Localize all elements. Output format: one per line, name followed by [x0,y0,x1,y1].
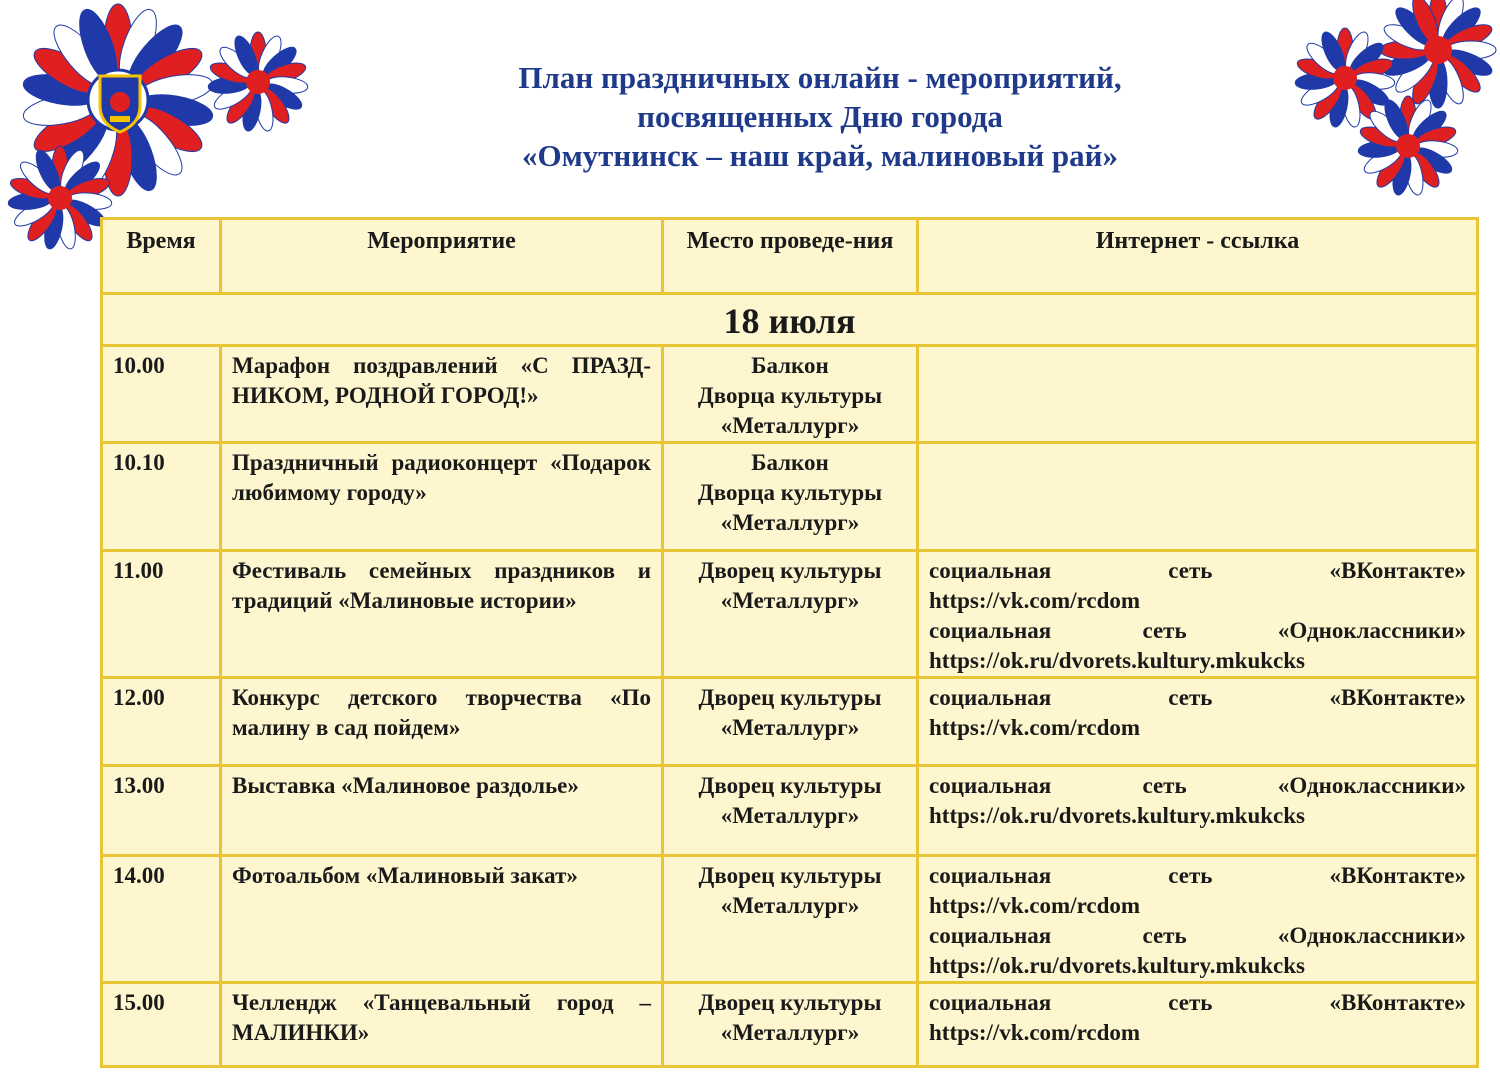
cell-link [918,551,1478,678]
cell-place [663,766,918,856]
cell-event: Марафон поздравлений «С ПРАЗД-НИКОМ, РОДНОЙ ГОРОД!» [221,346,663,443]
table-row [102,346,1478,443]
table-row [102,678,1478,766]
link-caption-word: сеть [1142,923,1187,948]
link-caption-word: «Одноклассники» [1277,773,1466,798]
link-caption-word: социальная [929,863,1052,888]
city-emblem-icon [100,76,140,132]
header-event: Мероприятие [221,219,663,294]
link-caption-word: социальная [929,558,1052,583]
link-caption-word: «Одноклассники» [1277,618,1466,643]
date-label: 18 июля [102,294,1478,346]
link-caption-word: социальная [929,773,1052,798]
title-line-1: План праздничных онлайн - мероприятий, [518,60,1122,95]
link-caption-word: «ВКонтакте» [1329,685,1466,710]
cell-event: Конкурс детского творчества «По малину в сад пойдем» [221,678,663,766]
cell-link [918,856,1478,983]
header-time: Время [102,219,221,294]
link-caption-word: социальная [929,618,1052,643]
place-line: Дворца культуры [697,383,883,408]
link-caption-word: «ВКонтакте» [1329,990,1466,1015]
flower-small-bottom [7,146,112,251]
flower-right-top [1380,0,1496,108]
link-url[interactable]: https://vk.com/rcdom [929,1020,1141,1045]
link-caption [929,921,1466,951]
table-row [102,551,1478,678]
cell-time: 15.00 [102,983,221,1067]
cell-place [663,856,918,983]
link-url[interactable]: https://ok.ru/dvorets.kultury.mkukcks [929,648,1305,673]
schedule-table [100,217,1479,1068]
cell-event: Фотоальбом «Малиновый закат» [221,856,663,983]
cell-place [663,443,918,551]
flower-decoration-right [1290,0,1500,200]
link-caption-word: социальная [929,923,1052,948]
cell-place [663,346,918,443]
link-caption-word: социальная [929,685,1052,710]
link-caption [929,988,1466,1018]
place-line: «Металлург» [720,510,860,535]
link-caption-word: сеть [1142,618,1187,643]
cell-time: 10.00 [102,346,221,443]
link-caption-word: сеть [1168,990,1213,1015]
cell-time: 12.00 [102,678,221,766]
cell-event: Выставка «Малиновое раздолье» [221,766,663,856]
link-caption [929,556,1466,586]
place-line: Дворец культуры [698,863,882,888]
cell-time: 14.00 [102,856,221,983]
cell-link [918,766,1478,856]
link-url[interactable]: https://vk.com/rcdom [929,588,1141,613]
link-caption-word: сеть [1168,863,1213,888]
cell-time: 13.00 [102,766,221,856]
place-line: «Металлург» [720,588,860,613]
link-caption-word: социальная [929,990,1052,1015]
place-line: Балкон [751,450,829,475]
table-row [102,983,1478,1067]
table-row [102,856,1478,983]
header-place: Место проведе-ния [663,219,918,294]
place-line: Дворец культуры [698,773,882,798]
cell-time: 10.10 [102,443,221,551]
link-caption [929,616,1466,646]
place-line: Дворца культуры [697,480,883,505]
link-caption-word: сеть [1168,558,1213,583]
table-row [102,443,1478,551]
cell-time: 11.00 [102,551,221,678]
link-caption [929,861,1466,891]
link-caption-word: «Одноклассники» [1277,923,1466,948]
cell-event: Фестиваль семейных праздников и традиций «Малиновые истории» [221,551,663,678]
cell-link [918,678,1478,766]
place-line: «Металлург» [720,893,860,918]
date-row [102,294,1478,346]
link-caption-word: сеть [1168,685,1213,710]
link-caption-word: «ВКонтакте» [1329,863,1466,888]
place-line: «Металлург» [720,715,860,740]
place-line: «Металлург» [720,1020,860,1045]
cell-place [663,551,918,678]
cell-event: Челлендж «Танцевальный город – МАЛИНКИ» [221,983,663,1067]
cell-place [663,983,918,1067]
link-caption [929,771,1466,801]
cell-place [663,678,918,766]
place-line: Дворец культуры [698,990,882,1015]
title-line-2: посвященных Дню города [637,99,1003,134]
place-line: «Металлург» [720,803,860,828]
flower-right-bottom [1357,96,1458,197]
link-url[interactable]: https://ok.ru/dvorets.kultury.mkukcks [929,953,1305,978]
table-row [102,766,1478,856]
place-line: «Металлург» [720,413,860,438]
cell-link [918,983,1478,1067]
link-caption [929,683,1466,713]
link-url[interactable]: https://vk.com/rcdom [929,893,1141,918]
flower-small-right [207,32,308,133]
place-line: Дворец культуры [698,685,882,710]
title-line-3: «Омутнинск – наш край, малиновый рай» [521,138,1119,173]
table-header-row [102,219,1478,294]
place-line: Балкон [751,353,829,378]
cell-link [918,443,1478,551]
link-url[interactable]: https://ok.ru/dvorets.kultury.mkukcks [929,803,1305,828]
link-url[interactable]: https://vk.com/rcdom [929,715,1141,740]
cell-event: Праздничный радиоконцерт «Подарок любимому городу» [221,443,663,551]
header-link: Интернет - ссылка [918,219,1478,294]
place-line: Дворец культуры [698,558,882,583]
page-title [320,58,1320,175]
link-caption-word: «ВКонтакте» [1329,558,1466,583]
link-caption-word: сеть [1142,773,1187,798]
cell-link [918,346,1478,443]
